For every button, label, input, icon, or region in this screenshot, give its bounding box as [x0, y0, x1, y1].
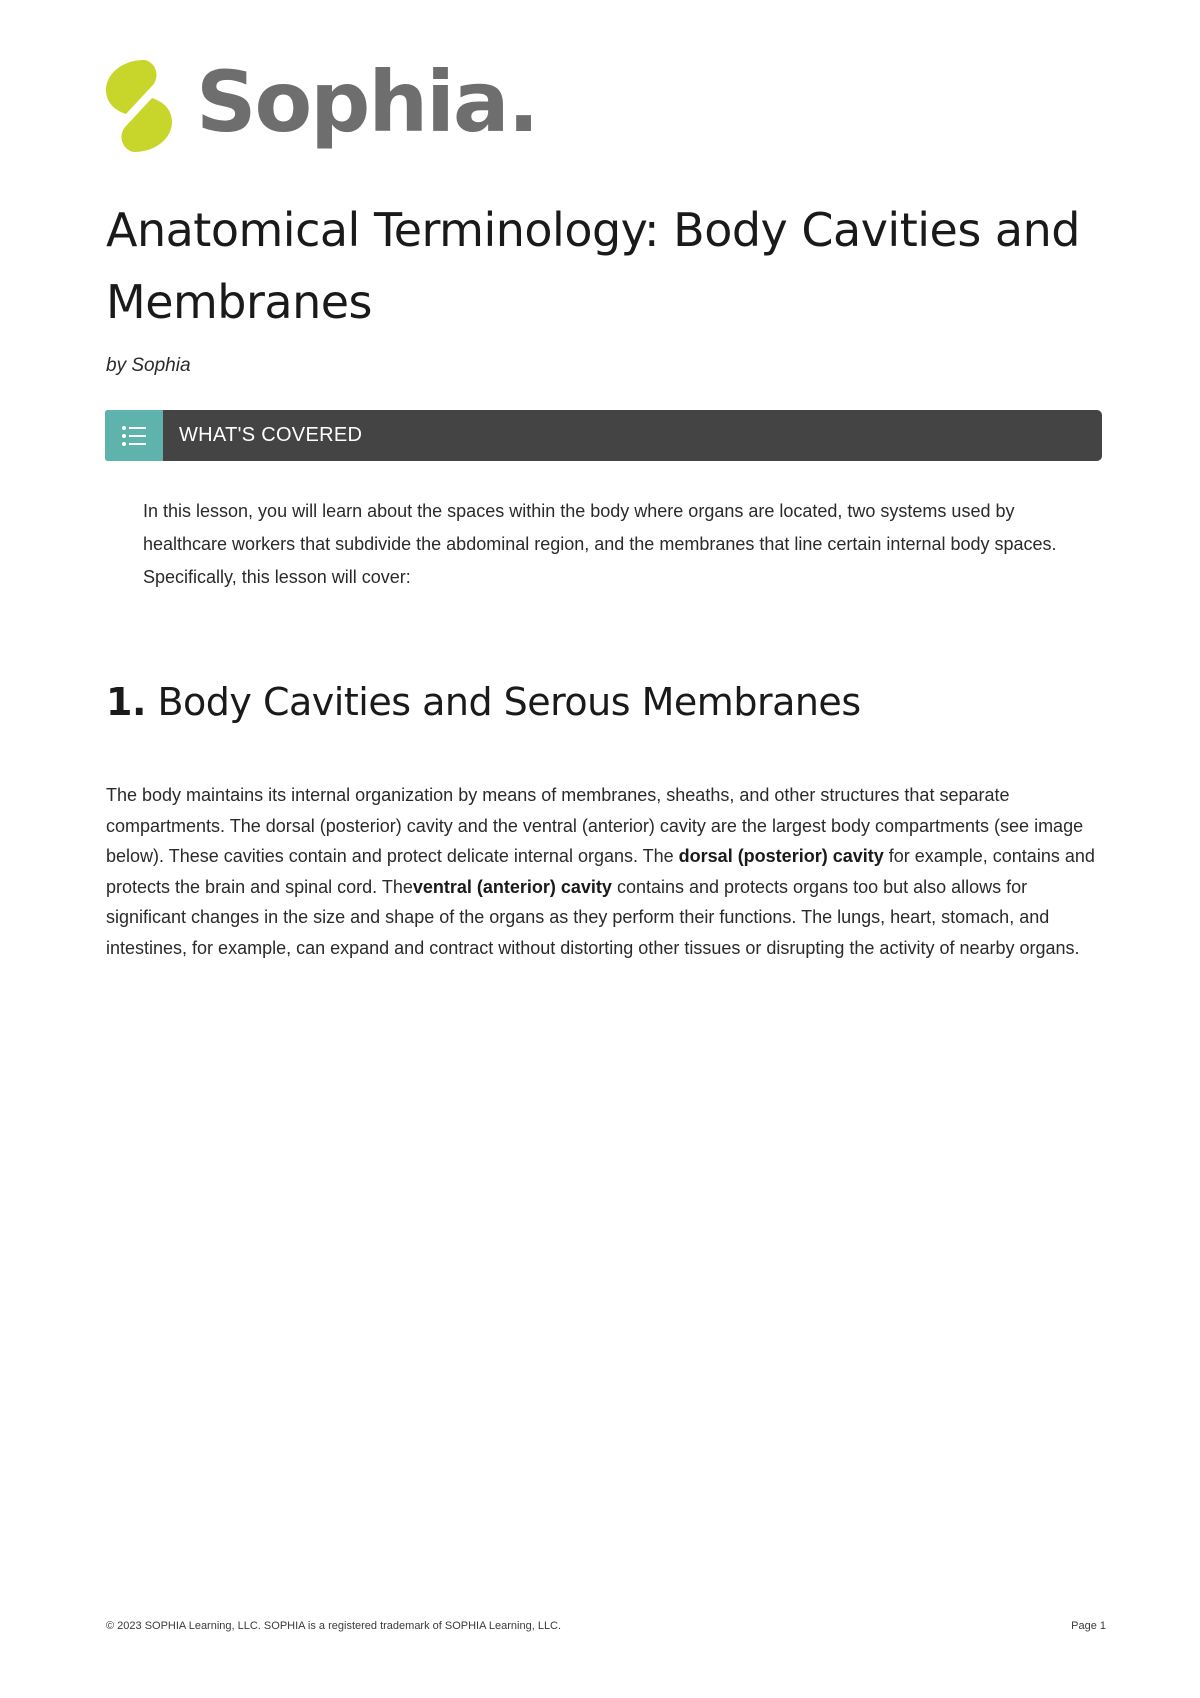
page-title: Anatomical Terminology: Body Cavities and Membranes [106, 203, 1080, 329]
term-dorsal-cavity: dorsal (posterior) cavity [678, 846, 884, 866]
paragraph-text: for example, contains and protects the brain and spinal cord. The [106, 846, 1095, 897]
section-heading [106, 680, 861, 724]
list-icon [121, 425, 147, 447]
whats-covered-bar [105, 410, 1102, 461]
paragraph-text: The body maintains its internal organization by means of membranes, sheaths, and other structures that separate compartments. The dorsal (posterior) cavity and the ventral (anterior) cavity are the largest body compartments (see image below). These cavities contain and protect delicate internal organs. The [106, 785, 1084, 866]
sophia-logo [104, 54, 538, 158]
sophia-logo-mark-icon [104, 56, 174, 156]
section-number: 1. [106, 680, 146, 724]
whats-covered-icon-box [105, 410, 163, 461]
footer-copyright: © 2023 SOPHIA Learning, LLC. SOPHIA is a registered trademark of SOPHIA Learning, LLC. [106, 1620, 562, 1632]
term-ventral-cavity: ventral (anterior) cavity [412, 876, 612, 897]
logo-wordmark: Sophia. [196, 53, 538, 151]
paragraph-text: contains and protects organs too but also allows for significant changes in the size and shape of the organs as they perform their functions. The lungs, heart, stomach, and intestines, for example, can expand and contract without distorting other tissues or disrupting the activity of nearby organs. [106, 876, 1080, 958]
whats-covered-label: WHAT'S COVERED [179, 424, 363, 446]
page-number: Page 1 [1071, 1620, 1106, 1632]
byline: by Sophia [106, 355, 191, 376]
section-paragraph [106, 780, 1106, 963]
section-title: Body Cavities and Serous Membranes [157, 680, 861, 724]
whats-covered-text: In this lesson, you will learn about the spaces within the body where organs are located, two systems used by healthcare workers that subdivide the abdominal region, and the membranes that line certain internal body spaces. Specifically, this lesson will cover: [143, 501, 1057, 587]
